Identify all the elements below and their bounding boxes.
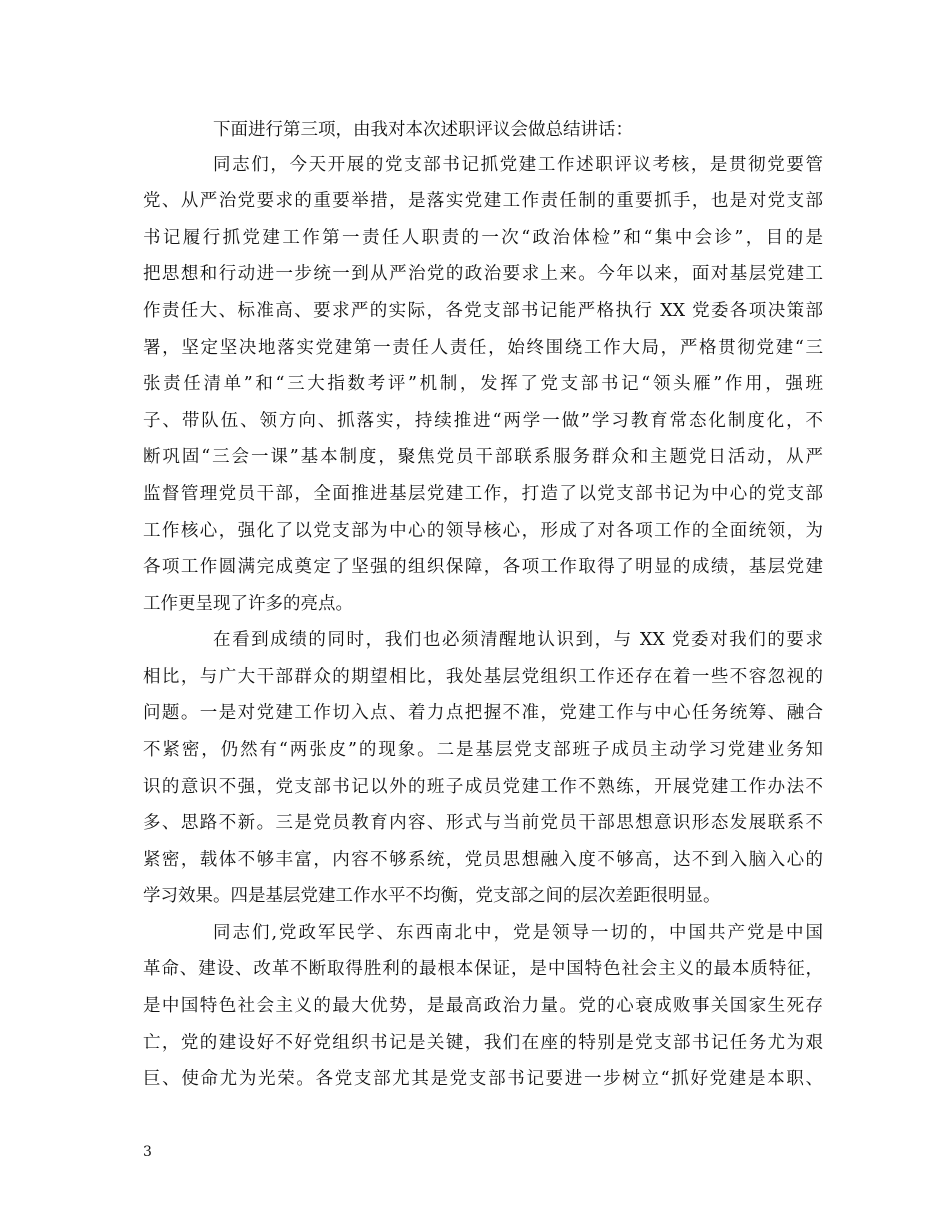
paragraph-3-line-5: 识的意识不强，党支部书记以外的班子成员党建工作不熟练，开展党建工作办法不 [143,777,823,797]
paragraph-4-line-2: 革命、建设、改革不断取得胜利的最根本保证，是中国特色社会主义的最本质特征， [143,959,823,979]
paragraph-4-line-5: 巨、使命尤为光荣。各党支部尤其是党支部书记要进一步树立“抓好党建是本职、 [143,1069,823,1089]
paragraph-2-line-11: 工作核心，强化了以党支部为中心的领导核心，形成了对各项工作的全面统领，为 [143,521,823,541]
paragraph-2-line-6: 署，坚定坚决地落实党建第一责任人责任，始终围绕工作大局，严格贯彻党建“三 [143,338,823,358]
paragraph-3-line-7: 紧密，载体不够丰富，内容不够系统，党员思想融入度不够高，达不到入脑入心的 [143,850,823,870]
paragraph-2-line-7: 张责任清单”和“三大指数考评”机制，发挥了党支部书记“领头雁”作用，强班 [143,374,823,394]
paragraph-3-line-4: 不紧密，仍然有“两张皮”的现象。二是基层党支部班子成员主动学习党建业务知 [143,740,823,760]
paragraph-3-line-6: 多、思路不新。三是党员教育内容、形式与当前党员干部思想意识形态发展联系不 [143,813,823,833]
paragraph-3-line-8: 学习效果。四是基层党建工作水平不均衡，党支部之间的层次差距很明显。 [143,886,721,906]
paragraph-2-line-8: 子、带队伍、领方向、抓落实，持续推进“两学一做”学习教育常态化制度化，不 [143,411,823,431]
paragraph-1-line-1: 下面进行第三项，由我对本次述职评议会做总结讲话： [213,120,633,140]
paragraph-4-line-3: 是中国特色社会主义的最大优势，是最高政治力量。党的心衰成败事关国家生死存 [143,996,823,1016]
paragraph-2-line-4: 把思想和行动进一步统一到从严治党的政治要求上来。今年以来，面对基层党建工 [143,264,823,284]
paragraph-3-line-1: 在看到成绩的同时，我们也必须清醒地认识到，与 XX 党委对我们的要求 [213,630,823,650]
paragraph-2-line-9: 断巩固“三会一课”基本制度，聚焦党员干部联系服务群众和主题党日活动，从严 [143,447,823,467]
paragraph-2-line-5: 作责任大、标准高、要求严的实际，各党支部书记能严格执行 XX 党委各项决策部 [143,301,823,321]
paragraph-2-line-2: 党、从严治党要求的重要举措，是落实党建工作责任制的重要抓手，也是对党支部 [143,191,823,211]
paragraph-2-line-12: 各项工作圆满完成奠定了坚强的组织保障，各项工作取得了明显的成绩，基层党建 [143,557,823,577]
paragraph-2-line-3: 书记履行抓党建工作第一责任人职责的一次“政治体检”和“集中会诊”，目的是 [143,228,823,248]
paragraph-3-line-2: 相比，与广大干部群众的期望相比，我处基层党组织工作还存在着一些不容忽视的 [143,667,823,687]
paragraph-4-line-1: 同志们,党政军民学、东西南北中，党是领导一切的，中国共产党是中国 [213,923,823,943]
paragraph-3-line-3: 问题。一是对党建工作切入点、着力点把握不准，党建工作与中心任务统筹、融合 [143,703,823,723]
paragraph-2-line-13: 工作更呈现了许多的亮点。 [143,594,353,614]
paragraph-2-line-10: 监督管理党员干部，全面推进基层党建工作，打造了以党支部书记为中心的党支部 [143,484,823,504]
page-number: 3 [143,1144,152,1160]
paragraph-4-line-4: 亡，党的建设好不好党组织书记是关键，我们在座的特别是党支部书记任务尤为艰 [143,1033,823,1053]
paragraph-2-line-1: 同志们，今天开展的党支部书记抓党建工作述职评议考核，是贯彻党要管 [213,155,823,175]
